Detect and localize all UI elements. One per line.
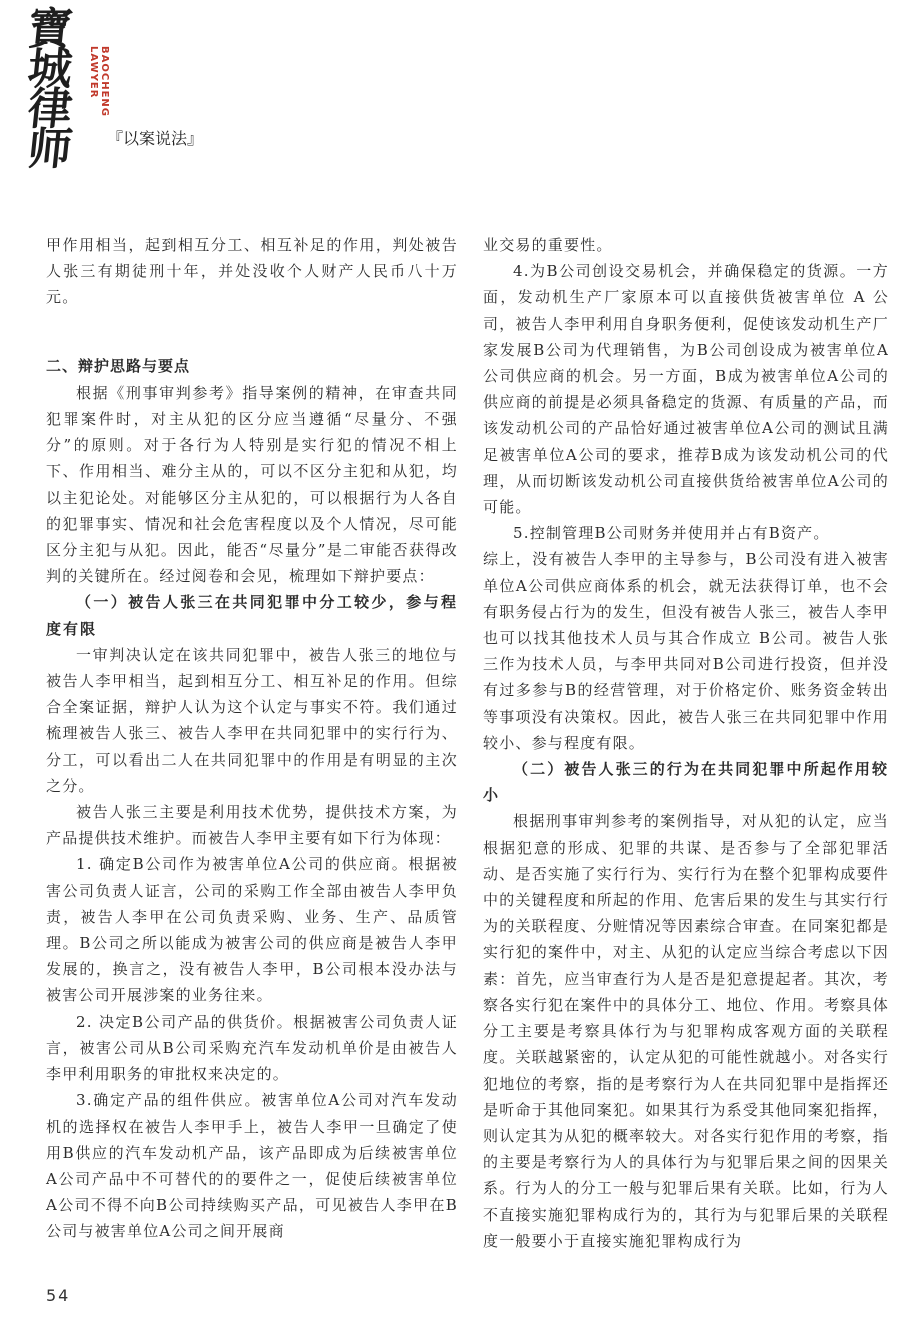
- paragraph: 根据《刑事审判参考》指导案例的精神，在审查共同犯罪案件时，对主从犯的区分应当遵循“尽量分、不强分”的原则。对于各行为人特别是实行犯的情况不相上下、作用相当、难分主从的，可以不区分主犯和从犯，均以主犯论处。对能够区分主从犯的，可以根据行为人各自的犯罪事实、情况和社会危害程度以及个人情况，尽可能区分主犯与从犯。因此，能否“尽量分”是二审能否获得改判的关键所在。经过阅卷和会见，梳理如下辩护要点：: [46, 383, 458, 586]
- paragraph: 综上，没有被告人李甲的主导参与，B公司没有进入被害单位A公司供应商体系的机会，就无法获得订单，也不会有职务侵占行为的发生，但没有被告人张三，被告人李甲也可以找其他技术人员与其合作成立 B公司。被告人张三作为技术人员，与李甲共同对B公司进行投资，但并没有过多参与B的经营管理，对于价格定价、账务资金转出等事项没有决策权。因此，被告人张三在共同犯罪中作用较小、参与程度有限。: [483, 550, 889, 752]
- logo-char: 律: [25, 84, 73, 135]
- logo-english: BAOCHENG LAWYER: [88, 46, 110, 117]
- paragraph: 甲作用相当，起到相互分工、相互补足的作用，判处被告人张三有期徒刑十年，并处没收个人财产人民币八十万元。: [46, 236, 458, 307]
- logo-char: 城: [25, 44, 73, 95]
- section-heading: 二、辩护思路与要点: [46, 356, 191, 375]
- paragraph: 2. 决定B公司产品的供货价。根据被害公司负责人证言，被害公司从B公司采购充汽车发动机单价是由被告人李甲利用职务的审批权来决定的。: [46, 1012, 458, 1084]
- paragraph: 被告人张三主要是利用技术优势，提供技术方案，为产品提供技术维护。而被告人李甲主要有如下行为体现：: [46, 803, 458, 848]
- left-column: [46, 232, 458, 1245]
- subsection-heading: （一）被告人张三在共同犯罪中分工较少，参与程度有限: [46, 593, 458, 638]
- paragraph: 3.确定产品的组件供应。被害单位A公司对汽车发动机的选择权在被告人李甲手上，被告人李甲一旦确定了使用B供应的汽车发动机产品，该产品即成为后续被害单位A公司产品中不可替代的的要件之一，促使后续被害单位A公司不得不向B公司持续购买产品，可见被告人李甲在B公司与被害单位A公司之间开展商: [46, 1091, 458, 1241]
- page-number: 54: [46, 1286, 71, 1305]
- logo-calligraphy: [18, 4, 80, 175]
- subsection-heading: （二）被告人张三的行为在共同犯罪中所起作用较小: [483, 760, 889, 805]
- paragraph: 1. 确定B公司作为被害单位A公司的供应商。根据被害公司负责人证言，公司的采购工作全部由被告人李甲负责，被告人李甲在公司负责采购、业务、生产、品质管理。B公司之所以能成为被害公司的供应商是被告人李甲发展的，换言之，没有被告人李甲，B公司根本没办法与被害公司开展涉案的业务往来。: [46, 855, 458, 1005]
- paragraph: 业交易的重要性。: [483, 236, 613, 254]
- series-title: 『以案说法』: [107, 129, 204, 148]
- logo-char: 寶: [25, 4, 73, 55]
- paragraph: 根据刑事审判参考的案例指导，对从犯的认定，应当根据犯意的形成、犯罪的共谋、是否参与了全部犯罪活动、是否实施了实行行为、实行行为在整个犯罪构成要件中的关键程度和所起的作用、危害后果的发生与其实行行为的关联程度、分赃情况等因素综合审查。在同案犯都是实行犯的案件中，对主、从犯的认定应当综合考虑以下因素：首先，应当审查行为人是否是犯意提起者。其次，考察各实行犯在案件中的具体分工、地位、作用。考察具体分工主要是考察具体行为与犯罪构成客观方面的关联程度。关联越紧密的，认定从犯的可能性就越小。对各实行犯地位的考察，指的是考察行为人在共同犯罪中是指挥还是听命于其他同案犯。如果其行为系受其他同案犯指挥，则认定其为从犯的概率较大。对各实行犯作用的考察，指的主要是考察行为人的具体行为与犯罪后果之间的因果关系。行为人的分工一般与犯罪后果有关联。比如，行为人不直接实施犯罪构成行为的，其行为与犯罪后果的关联程度一般要小于直接实施犯罪构成行为: [483, 812, 889, 1250]
- logo-char: 师: [25, 124, 73, 175]
- paragraph: 5.控制管理B公司财务并使用并占有B资产。: [513, 524, 830, 543]
- right-column: [483, 232, 889, 1254]
- paragraph: 一审判决认定在该共同犯罪中，被告人张三的地位与被告人李甲相当，起到相互分工、相互补足的作用。但综合全案证据，辩护人认为这个认定与事实不符。我们通过梳理被告人张三、被告人李甲在共同犯罪中的实行行为、分工，可以看出二人在共同犯罪中的作用是有明显的主次之分。: [46, 645, 458, 795]
- paragraph: 4.为B公司创设交易机会，并确保稳定的货源。一方面，发动机生产厂家原本可以直接供货被害单位 A 公司，被告人李甲利用自身职务便利，促使该发动机生产厂家发展B公司为代理销售，为B公司创设成为被害单位A公司供应商的机会。另一方面，B成为被害单位A公司的供应商的前提是必须具备稳定的货源、有质量的产品，而该发动机公司的产品恰好通过被害单位A公司的测试且满足被害单位A公司的要求，推荐B成为该发动机公司的代理，从而切断该发动机公司直接供货给被害单位A公司的可能。: [483, 262, 889, 517]
